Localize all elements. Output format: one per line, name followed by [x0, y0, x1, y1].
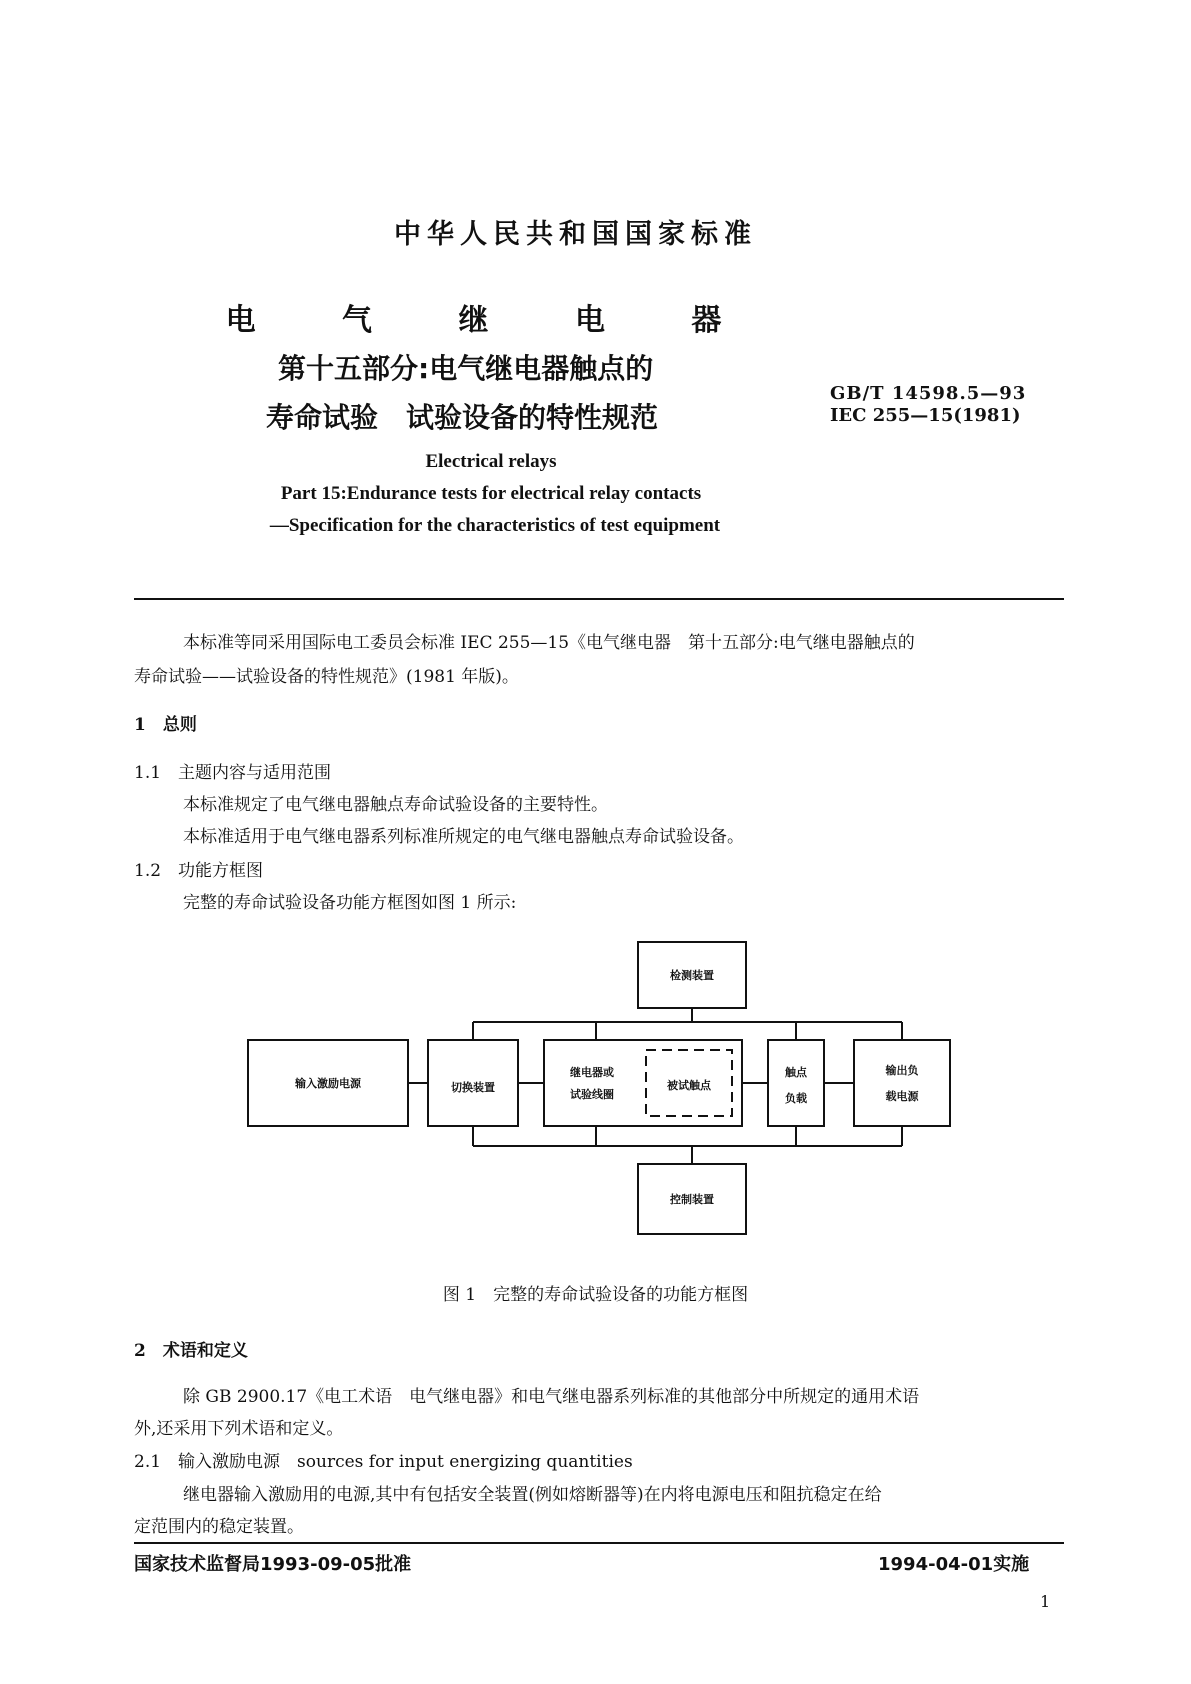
section-1-2-para-1: 完整的寿命试验设备功能方框图如图 1 所示:: [183, 893, 517, 913]
title-line-1: 电 气 继 电 器: [225, 303, 760, 338]
relay-coil-box: [544, 1040, 742, 1126]
control-label: 控制装置: [670, 1193, 714, 1206]
implementation-date: 1994-04-01实施: [878, 1554, 1030, 1575]
gb-code: GB/T 14598.5—93: [830, 383, 1027, 404]
section-1-title: 1 总则: [134, 715, 197, 735]
contact-load-box: [768, 1040, 824, 1126]
output-load-label-2: 载电源: [885, 1090, 919, 1103]
page-number: 1: [1040, 1592, 1051, 1611]
national-standard-heading: 中华人民共和国国家标准: [394, 219, 757, 250]
relay-coil-label-1: 继电器或: [570, 1066, 614, 1079]
iec-code: IEC 255—15(1981): [830, 405, 1021, 426]
contacts-under-test-label: 被试触点: [667, 1079, 711, 1092]
output-load-box: [854, 1040, 950, 1126]
english-title-3: —Specification for the characteristics of test equipment: [269, 515, 721, 536]
section-2-1-title: 2.1 输入激励电源 sources for input energizing quantities: [134, 1452, 633, 1472]
input-source-label: 输入激励电源: [295, 1077, 361, 1090]
title-line-2: 第十五部分:电气继电器触点的: [278, 352, 654, 385]
intro-line-2: 寿命试验——试验设备的特性规范》(1981 年版)。: [134, 667, 519, 687]
section-2-title: 2 术语和定义: [134, 1341, 248, 1361]
section-2-1-para-line-1: 继电器输入激励用的电源,其中有包括安全装置(例如熔断器等)在内将电源电压和阻抗稳定在给: [183, 1485, 882, 1505]
english-title-1: Electrical relays: [425, 451, 557, 472]
relay-coil-label-2: 试验线圈: [570, 1088, 614, 1101]
english-title-2: Part 15:Endurance tests for electrical relay contacts: [280, 483, 702, 504]
section-1-1-title: 1.1 主题内容与适用范围: [134, 763, 332, 783]
section-2-para-line-2: 外,还采用下列术语和定义。: [134, 1419, 344, 1439]
output-load-label-1: 输出负: [885, 1064, 919, 1077]
approval-info: 国家技术监督局1993-09-05批准: [134, 1554, 412, 1575]
section-1-1-para-1: 本标准规定了电气继电器触点寿命试验设备的主要特性。: [183, 795, 608, 815]
section-1-2-title: 1.2 功能方框图: [134, 861, 264, 881]
contact-load-label-1: 触点: [785, 1066, 807, 1079]
switch-label: 切换装置: [451, 1081, 495, 1094]
figure-caption: 图 1 完整的寿命试验设备的功能方框图: [442, 1285, 749, 1305]
section-2-para-line-1: 除 GB 2900.17《电工术语 电气继电器》和电气继电器系列标准的其他部分中所规定的通用术语: [183, 1387, 920, 1407]
contact-load-label-2: 负载: [785, 1092, 807, 1105]
section-2-1-para-line-2: 定范围内的稳定装置。: [134, 1517, 304, 1537]
section-1-1-para-2: 本标准适用于电气继电器系列标准所规定的电气继电器触点寿命试验设备。: [183, 827, 744, 847]
detect-label: 检测装置: [670, 969, 714, 982]
footer-rule: [134, 1542, 1064, 1544]
title-line-3: 寿命试验 试验设备的特性规范: [266, 401, 659, 434]
intro-line-1: 本标准等同采用国际电工委员会标准 IEC 255—15《电气继电器 第十五部分:电气继电器触点的: [183, 633, 915, 653]
